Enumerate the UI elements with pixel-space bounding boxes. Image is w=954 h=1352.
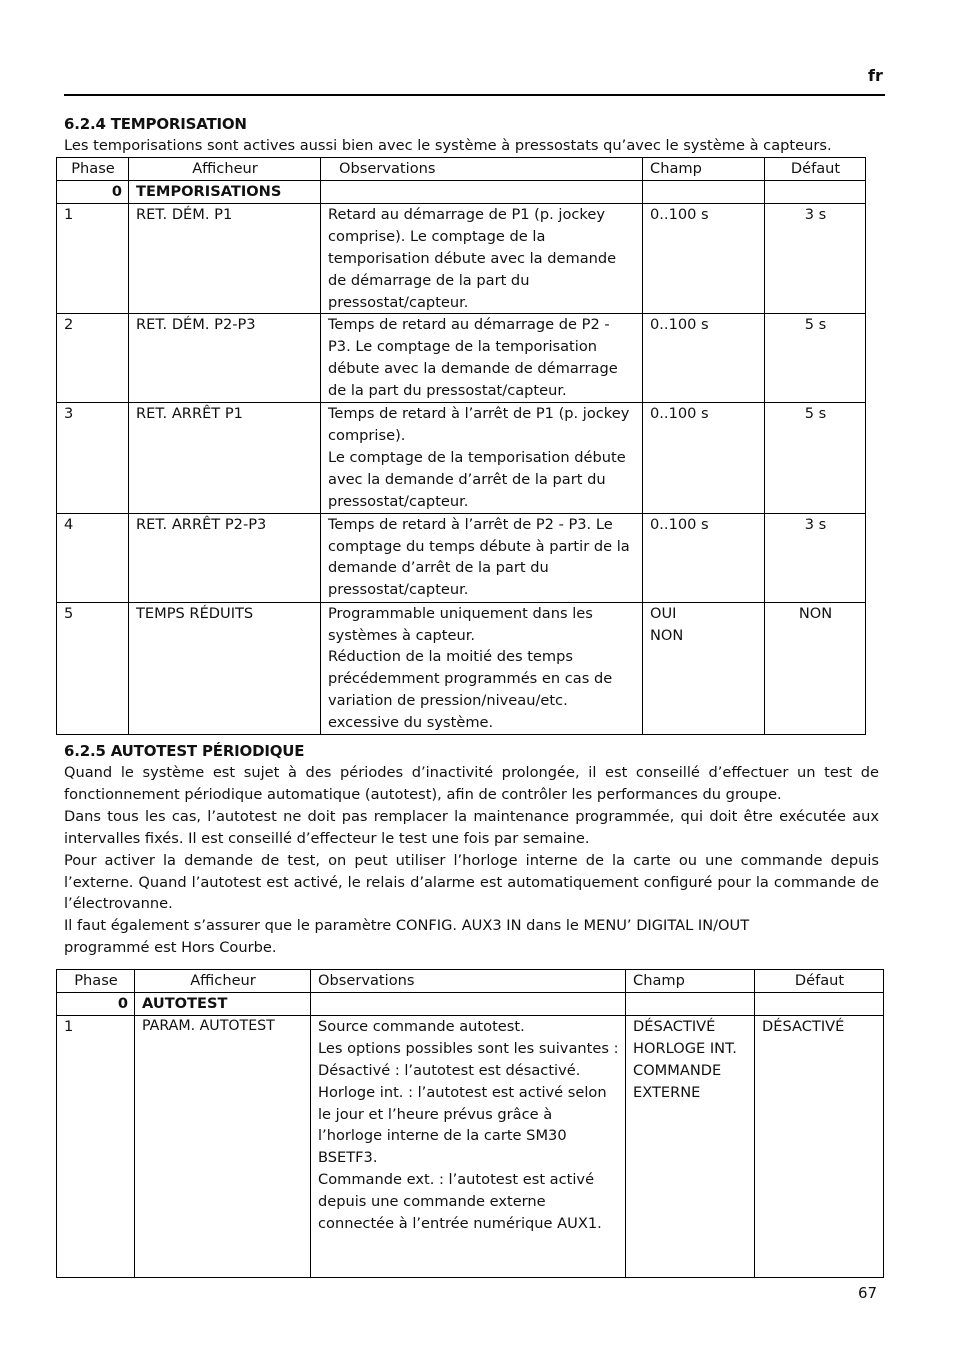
row-display: RET. DÉM. P1	[129, 203, 321, 314]
row-display: PARAM. AUTOTEST	[135, 1015, 311, 1277]
row-phase: 2	[57, 314, 129, 403]
group-empty-cell	[311, 993, 626, 1016]
header-observations: Observations	[321, 158, 643, 181]
row-observations: Retard au démarrage de P1 (p. jockey comprise). Le comptage de la temporisation débute avec la demande de démarrage de la part du pressostat/capteur.	[321, 203, 643, 314]
row-display: TEMPS RÉDUITS	[129, 602, 321, 734]
table-row	[57, 203, 866, 314]
group-row	[57, 993, 884, 1016]
row-display: RET. ARRÊT P1	[129, 403, 321, 514]
row-observations: Temps de retard à l’arrêt de P2 - P3. Le comptage du temps débute à partir de la demande d’arrêt de la part du pressostat/capteur.	[321, 513, 643, 602]
row-display: RET. ARRÊT P2-P3	[129, 513, 321, 602]
row-observations: Source commande autotest. Les options possibles sont les suivantes : Désactivé : l’autotest est désactivé. Horloge int. : l’autotest est activé selon le jour et l’heure prévus grâce à l’horloge interne de la carte SM30 BSETF3. Commande ext. : l’autotest est activé depuis une commande externe connectée à l’entrée numérique AUX1.	[311, 1015, 626, 1277]
section-title-autotest: 6.2.5 AUTOTEST PÉRIODIQUE	[64, 742, 305, 760]
temporisation-table	[56, 157, 866, 735]
table-row	[57, 513, 866, 602]
header-phase: Phase	[57, 970, 135, 993]
group-empty-cell	[643, 181, 765, 204]
row-default: NON	[765, 602, 866, 734]
table-row	[57, 403, 866, 514]
group-label: TEMPORISATIONS	[129, 181, 321, 204]
header-champ: Champ	[626, 970, 755, 993]
paragraph: Il faut également s’assurer que le paramètre CONFIG. AUX3 IN dans le MENU’ DIGITAL IN/OUT programmé est Hors Courbe.	[64, 917, 750, 957]
group-row	[57, 181, 866, 204]
group-phase: 0	[57, 181, 129, 204]
group-empty-cell	[321, 181, 643, 204]
row-default: DÉSACTIVÉ	[755, 1015, 884, 1277]
row-field: 0..100 s	[643, 403, 765, 514]
row-observations: Temps de retard à l’arrêt de P1 (p. jockey comprise). Le comptage de la temporisation débute avec la demande d’arrêt de la part du pressostat/capteur.	[321, 403, 643, 514]
row-field: 0..100 s	[643, 203, 765, 314]
header-afficheur: Afficheur	[129, 158, 321, 181]
section-title-temporisation: 6.2.4 TEMPORISATION	[64, 115, 247, 133]
row-phase: 1	[57, 203, 129, 314]
autotest-table	[56, 969, 884, 1278]
paragraph: Pour activer la demande de test, on peut utiliser l’horloge interne de la carte ou une commande depuis l’externe. Quand l’autotest est activé, le relais d’alarme est automatiquement configuré pour la commande de l’électrovanne.	[64, 851, 879, 913]
header-defaut: Défaut	[755, 970, 884, 993]
table-header-row	[57, 970, 884, 993]
row-phase: 5	[57, 602, 129, 734]
group-empty-cell	[626, 993, 755, 1016]
group-phase: 0	[57, 993, 135, 1016]
header-afficheur: Afficheur	[135, 970, 311, 993]
header-champ: Champ	[643, 158, 765, 181]
header-observations: Observations	[311, 970, 626, 993]
row-display: RET. DÉM. P2-P3	[129, 314, 321, 403]
paragraph: Dans tous les cas, l’autotest ne doit pas remplacer la maintenance programmée, qui doit être exécutée aux intervalles fixés. Il est conseillé d’effecteur le test une fois par semaine.	[64, 807, 879, 847]
row-phase: 4	[57, 513, 129, 602]
section-body-autotest	[64, 762, 879, 959]
row-field: 0..100 s	[643, 513, 765, 602]
group-empty-cell	[765, 181, 866, 204]
header-rule	[64, 94, 885, 96]
row-default: 3 s	[765, 513, 866, 602]
table-row	[57, 1015, 884, 1277]
row-default: 3 s	[765, 203, 866, 314]
row-field: OUI NON	[643, 602, 765, 734]
table-row	[57, 602, 866, 734]
row-observations: Temps de retard au démarrage de P2 - P3. Le comptage de la temporisation débute avec la demande de démarrage de la part du pressostat/capteur.	[321, 314, 643, 403]
row-phase: 3	[57, 403, 129, 514]
row-field: DÉSACTIVÉ HORLOGE INT. COMMANDE EXTERNE	[626, 1015, 755, 1277]
header-defaut: Défaut	[765, 158, 866, 181]
paragraph: Quand le système est sujet à des périodes d’inactivité prolongée, il est conseillé d’effectuer un test de fonctionnement périodique automatique (autotest), afin de contrôler les performances du groupe.	[64, 764, 879, 803]
language-marker: fr	[868, 66, 883, 85]
table-row	[57, 314, 866, 403]
table-header-row	[57, 158, 866, 181]
row-default: 5 s	[765, 314, 866, 403]
row-observations: Programmable uniquement dans les systèmes à capteur. Réduction de la moitié des temps précédemment programmés en cas de variation de pression/niveau/etc. excessive du système.	[321, 602, 643, 734]
row-phase: 1	[57, 1015, 135, 1277]
header-phase: Phase	[57, 158, 129, 181]
row-default: 5 s	[765, 403, 866, 514]
section-intro-temporisation: Les temporisations sont actives aussi bien avec le système à pressostats qu’avec le système à capteurs.	[64, 137, 832, 154]
row-field: 0..100 s	[643, 314, 765, 403]
group-label: AUTOTEST	[135, 993, 311, 1016]
page-number: 67	[858, 1284, 878, 1302]
group-empty-cell	[755, 993, 884, 1016]
